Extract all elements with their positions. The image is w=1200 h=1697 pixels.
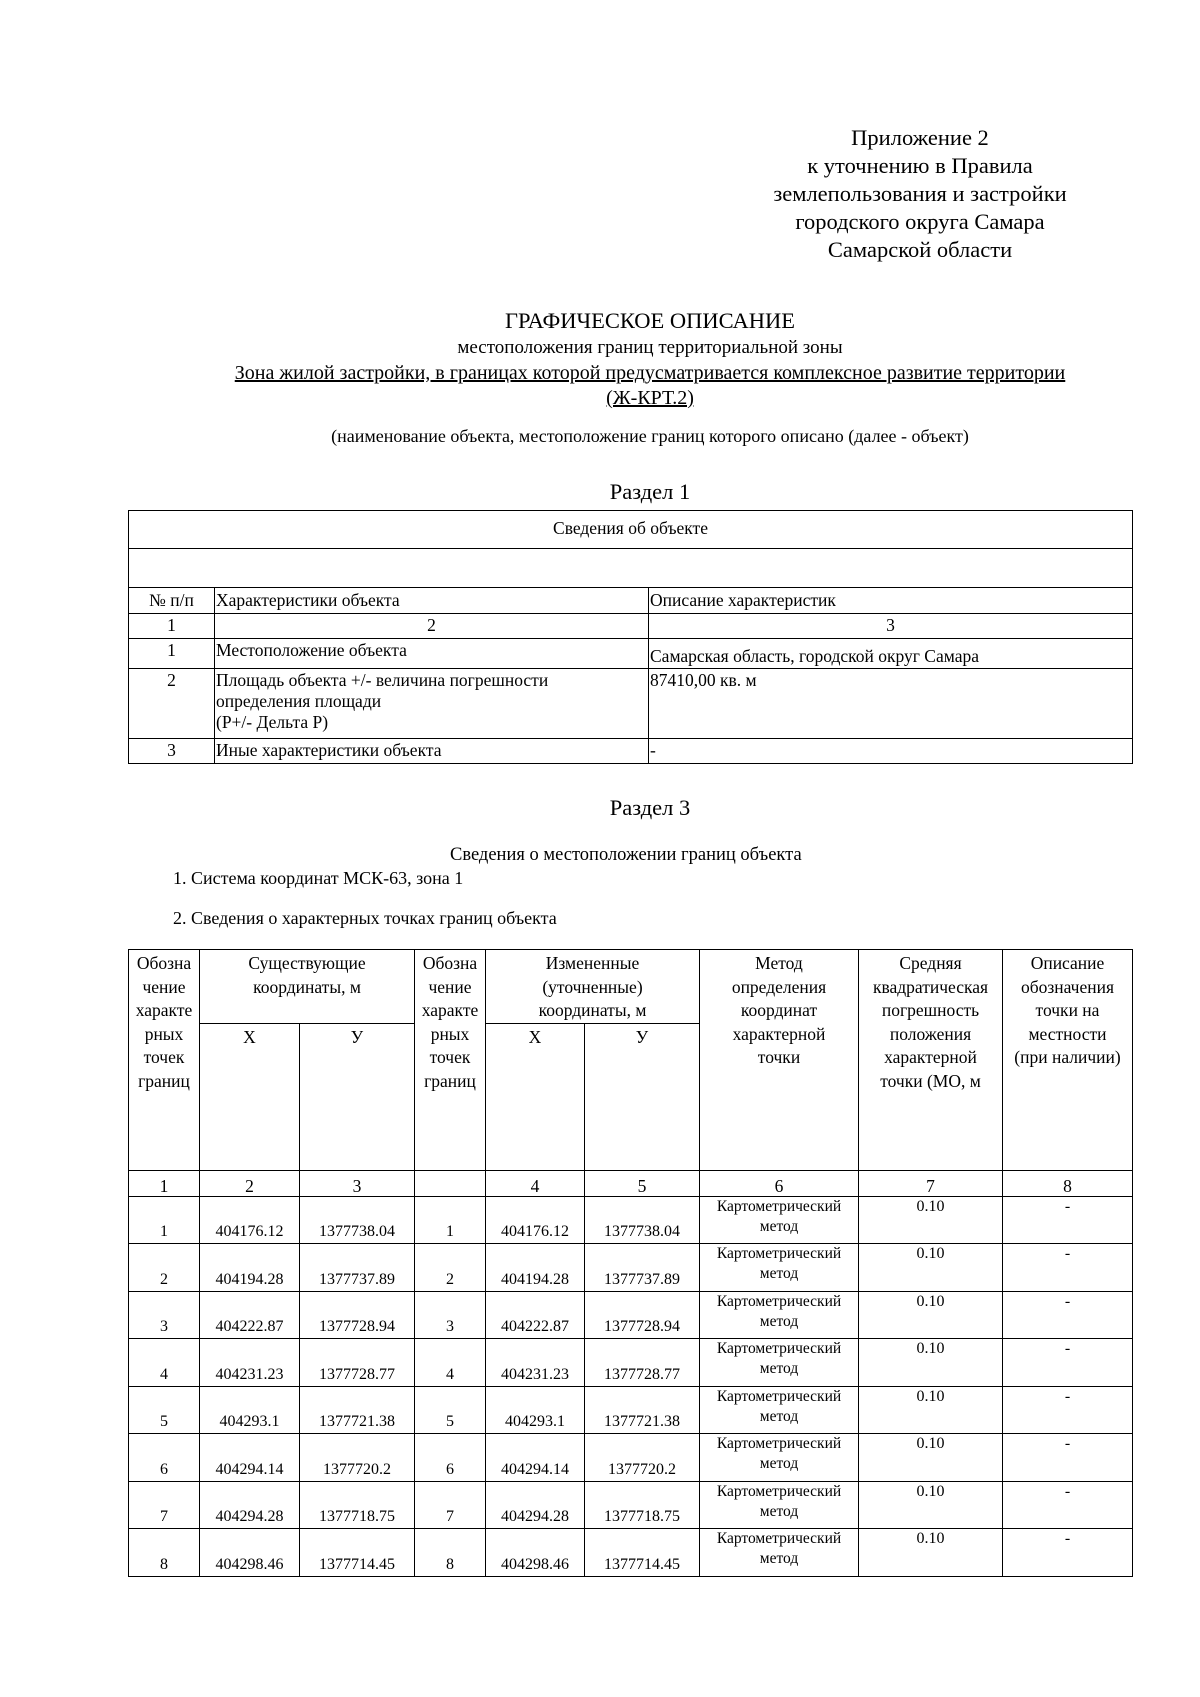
- header-y2: У: [585, 1023, 700, 1170]
- point-id-2: 8: [415, 1529, 486, 1577]
- point-id: 6: [129, 1434, 200, 1482]
- header-line: квадратическая: [872, 976, 989, 997]
- row-value: Самарская область, городской округ Самара: [649, 639, 1133, 669]
- row-name-line: Площадь объекта +/- величина погрешности: [216, 670, 549, 690]
- description: -: [1003, 1244, 1133, 1292]
- point-id: 7: [129, 1481, 200, 1529]
- section1-title: Раздел 1: [609, 479, 691, 504]
- column-number: 5: [585, 1170, 700, 1196]
- zone-name: [150, 361, 1150, 411]
- point-id-2: 7: [415, 1481, 486, 1529]
- changed-y: 1377738.04: [585, 1196, 700, 1244]
- method: [700, 1386, 859, 1434]
- method-line: метод: [759, 1360, 799, 1377]
- changed-x: 404176.12: [486, 1196, 585, 1244]
- method: [700, 1291, 859, 1339]
- method-line: Картометрический: [716, 1340, 842, 1357]
- header-line: рных: [144, 1023, 184, 1044]
- document-title: ГРАФИЧЕСКОЕ ОПИСАНИЕ: [504, 308, 796, 333]
- header-characteristic: Характеристики объекта: [215, 588, 649, 614]
- method-line: Картометрический: [716, 1292, 842, 1310]
- description: -: [1003, 1339, 1133, 1387]
- changed-x: 404294.28: [486, 1481, 585, 1529]
- existing-x: 404231.23: [200, 1339, 300, 1387]
- point-id: 1: [129, 1196, 200, 1244]
- header-line: точек: [143, 1047, 185, 1067]
- column-number: 1: [129, 1170, 200, 1196]
- description: -: [1003, 1481, 1133, 1529]
- description: -: [1003, 1434, 1133, 1482]
- row-name-line: (P+/- Дельта P): [216, 712, 329, 732]
- header-line: точки: [757, 1047, 801, 1067]
- method-line: метод: [759, 1217, 799, 1235]
- header-line: положения: [889, 1023, 972, 1044]
- column-number: 3: [300, 1170, 415, 1196]
- header-line: Измененные: [545, 953, 640, 973]
- header-x: X: [200, 1023, 300, 1170]
- accuracy: 0.10: [859, 1291, 1003, 1339]
- table-row: [129, 1386, 1133, 1434]
- section3-title: Раздел 3: [609, 795, 691, 820]
- header-line: характерной: [732, 1023, 826, 1044]
- method-line: метод: [759, 1502, 799, 1520]
- header-line: определения: [731, 976, 827, 997]
- row-value: -: [649, 739, 1133, 764]
- header-line: границ: [138, 1070, 190, 1091]
- header-line: чение: [142, 976, 186, 997]
- zone-name-line: (Ж-КРТ.2): [606, 387, 694, 409]
- changed-x: 404298.46: [486, 1529, 585, 1577]
- changed-y: 1377737.89: [585, 1244, 700, 1292]
- changed-x: 404194.28: [486, 1244, 585, 1292]
- point-id: 4: [129, 1339, 200, 1387]
- header-point-id: [129, 950, 200, 1171]
- method: [700, 1529, 859, 1577]
- table-row: [129, 1339, 1133, 1387]
- column-number: 2: [215, 614, 649, 639]
- header-y: У: [300, 1023, 415, 1170]
- description: -: [1003, 1291, 1133, 1339]
- table-row: [129, 639, 1133, 669]
- existing-x: 404194.28: [200, 1244, 300, 1292]
- existing-y: 1377738.04: [300, 1196, 415, 1244]
- existing-x: 404294.14: [200, 1434, 300, 1482]
- column-number: 7: [859, 1170, 1003, 1196]
- header-line: точки на: [1035, 1000, 1100, 1020]
- existing-x: 404176.12: [200, 1196, 300, 1244]
- document-subtitle: местоположения границ территориальной зоны: [457, 337, 843, 358]
- row-value: 87410,00 кв. м: [649, 669, 1133, 739]
- object-info-caption: Сведения об объекте: [129, 511, 1133, 549]
- points-caption: 2. Сведения о характерных точках границ объекта: [173, 908, 557, 928]
- changed-x: 404293.1: [486, 1386, 585, 1434]
- header-line: характе: [135, 1000, 193, 1020]
- point-id-2: 3: [415, 1291, 486, 1339]
- table-row: [129, 1481, 1133, 1529]
- method-line: Картометрический: [716, 1435, 842, 1452]
- method-line: метод: [759, 1550, 799, 1567]
- changed-y: 1377720.2: [585, 1434, 700, 1482]
- header-line: границ: [424, 1070, 476, 1091]
- column-number: [415, 1170, 486, 1196]
- description: -: [1003, 1386, 1133, 1434]
- appendix-line: Приложение 2: [851, 125, 989, 150]
- column-number: 6: [700, 1170, 859, 1196]
- changed-y: 1377728.77: [585, 1339, 700, 1387]
- method-line: Картометрический: [716, 1482, 842, 1500]
- accuracy: 0.10: [859, 1529, 1003, 1577]
- changed-y: 1377714.45: [585, 1529, 700, 1577]
- appendix-line: городского округа Самара: [795, 209, 1045, 234]
- appendix-line: к уточнению в Правила: [807, 153, 1033, 178]
- header-x2: X: [486, 1023, 585, 1170]
- existing-y: 1377721.38: [300, 1386, 415, 1434]
- header-line: погрешность: [881, 1000, 980, 1020]
- existing-x: 404293.1: [200, 1386, 300, 1434]
- column-number: 2: [200, 1170, 300, 1196]
- section3-caption: Сведения о местоположении границ объекта: [450, 845, 802, 865]
- header-method: [700, 950, 859, 1171]
- row-name: Иные характеристики объекта: [215, 739, 649, 764]
- column-number: 3: [649, 614, 1133, 639]
- existing-y: 1377714.45: [300, 1529, 415, 1577]
- table-row: [129, 1196, 1133, 1244]
- appendix-line: землепользования и застройки: [773, 181, 1067, 206]
- existing-y: 1377728.77: [300, 1339, 415, 1387]
- table-row: [129, 739, 1133, 764]
- boundary-points-table: [128, 949, 1133, 1577]
- table-row: [129, 1291, 1133, 1339]
- accuracy: 0.10: [859, 1244, 1003, 1292]
- method-line: Картометрический: [716, 1530, 842, 1547]
- method-line: Картометрический: [716, 1245, 842, 1262]
- method: [700, 1244, 859, 1292]
- existing-x: 404294.28: [200, 1481, 300, 1529]
- coordinate-system: 1. Система координат МСК-63, зона 1: [173, 868, 464, 888]
- header-line: чение: [428, 976, 472, 997]
- header-changed-coordinates: [486, 950, 700, 1024]
- header-line: (уточненные): [542, 976, 643, 997]
- header-line: координат: [740, 1000, 818, 1020]
- point-id: 2: [129, 1244, 200, 1292]
- method: [700, 1196, 859, 1244]
- table-row: [129, 1434, 1133, 1482]
- point-id: 8: [129, 1529, 200, 1577]
- existing-y: 1377720.2: [300, 1434, 415, 1482]
- method-line: Картометрический: [716, 1197, 842, 1215]
- row-num: 1: [129, 639, 215, 669]
- empty-row: [129, 549, 1133, 588]
- point-id: 3: [129, 1291, 200, 1339]
- point-id-2: 1: [415, 1196, 486, 1244]
- header-line: обозначения: [1020, 976, 1115, 997]
- header-line: Обозна: [422, 953, 478, 973]
- method-line: метод: [759, 1312, 799, 1330]
- row-name: Местоположение объекта: [215, 639, 649, 669]
- point-id-2: 4: [415, 1339, 486, 1387]
- column-number: 8: [1003, 1170, 1133, 1196]
- method-line: метод: [759, 1265, 799, 1282]
- method: [700, 1434, 859, 1482]
- row-name: [215, 669, 649, 739]
- object-info-table: [128, 510, 1133, 764]
- appendix-block: [700, 124, 1140, 264]
- point-id-2: 5: [415, 1386, 486, 1434]
- header-line: характе: [421, 1000, 479, 1020]
- row-name-line: определения площади: [216, 691, 382, 711]
- accuracy: 0.10: [859, 1481, 1003, 1529]
- changed-x: 404231.23: [486, 1339, 585, 1387]
- header-line: рных: [430, 1023, 470, 1044]
- table-row: [129, 1529, 1133, 1577]
- zone-name-line: Зона жилой застройки, в границах которой предусматривается комплексное развитие территории: [234, 362, 1066, 384]
- description: -: [1003, 1529, 1133, 1577]
- object-note: (наименование объекта, местоположение границ которого описано (далее - объект): [331, 426, 969, 446]
- accuracy: 0.10: [859, 1434, 1003, 1482]
- row-num: 3: [129, 739, 215, 764]
- changed-y: 1377721.38: [585, 1386, 700, 1434]
- existing-y: 1377737.89: [300, 1244, 415, 1292]
- method: [700, 1481, 859, 1529]
- header-description: Описание характеристик: [649, 588, 1133, 614]
- header-line: координаты, м: [538, 1000, 647, 1020]
- header-line: местности: [1028, 1023, 1107, 1044]
- method-line: метод: [759, 1455, 799, 1472]
- column-number: 4: [486, 1170, 585, 1196]
- header-point-id-2: [415, 950, 486, 1171]
- point-id-2: 2: [415, 1244, 486, 1292]
- existing-x: 404222.87: [200, 1291, 300, 1339]
- header-line: точек: [429, 1047, 471, 1067]
- existing-y: 1377718.75: [300, 1481, 415, 1529]
- existing-y: 1377728.94: [300, 1291, 415, 1339]
- header-line: Описание: [1030, 953, 1105, 973]
- row-num: 2: [129, 669, 215, 739]
- table-row: [129, 1244, 1133, 1292]
- column-number: 1: [129, 614, 215, 639]
- header-line: координаты, м: [253, 976, 361, 997]
- header-line: Обозна: [136, 953, 192, 973]
- table-row: [129, 669, 1133, 739]
- header-line: характерной: [884, 1047, 977, 1067]
- method-line: метод: [759, 1407, 799, 1425]
- changed-y: 1377728.94: [585, 1291, 700, 1339]
- header-line: Существующие: [248, 953, 366, 973]
- point-id: 5: [129, 1386, 200, 1434]
- accuracy: 0.10: [859, 1339, 1003, 1387]
- changed-x: 404294.14: [486, 1434, 585, 1482]
- accuracy: 0.10: [859, 1196, 1003, 1244]
- header-accuracy: [859, 950, 1003, 1171]
- appendix-line: Самарской области: [827, 237, 1013, 262]
- method: [700, 1339, 859, 1387]
- header-line: Средняя: [899, 953, 962, 973]
- header-description: [1003, 950, 1133, 1171]
- header-line: точки (МО, м: [880, 1070, 981, 1091]
- header-line: (при наличии): [1014, 1047, 1121, 1067]
- header-num: № п/п: [129, 588, 215, 614]
- changed-y: 1377718.75: [585, 1481, 700, 1529]
- method-line: Картометрический: [716, 1387, 842, 1405]
- existing-x: 404298.46: [200, 1529, 300, 1577]
- accuracy: 0.10: [859, 1386, 1003, 1434]
- header-line: Метод: [755, 953, 803, 973]
- changed-x: 404222.87: [486, 1291, 585, 1339]
- header-existing-coordinates: [200, 950, 415, 1024]
- point-id-2: 6: [415, 1434, 486, 1482]
- description: -: [1003, 1196, 1133, 1244]
